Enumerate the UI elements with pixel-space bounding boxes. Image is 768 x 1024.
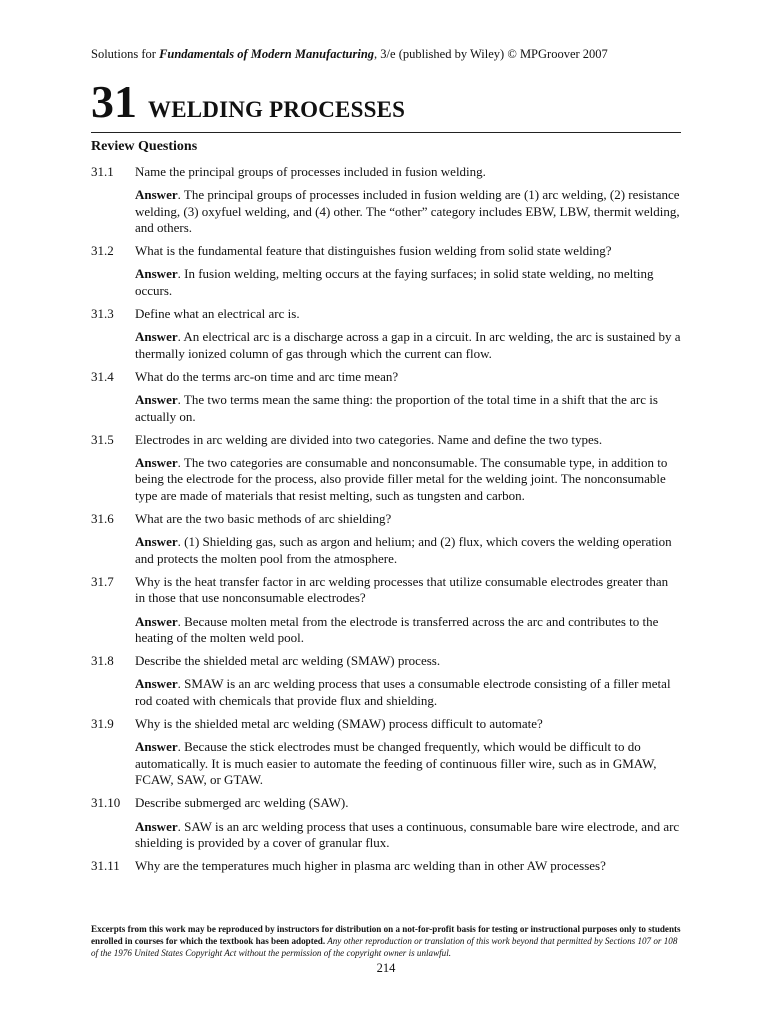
header-book-title: Fundamentals of Modern Manufacturing: [159, 47, 375, 61]
answer-text: . The two terms mean the same thing: the proportion of the total time in a shift that the arc is actually on.: [135, 392, 658, 424]
question-text: What do the terms arc-on time and arc time mean?: [135, 368, 399, 384]
header-prefix: Solutions for: [91, 47, 160, 61]
question-number: 31.4: [91, 368, 114, 384]
question-text: What is the fundamental feature that distinguishes fusion welding from solid state welding?: [135, 243, 612, 259]
question-text: Why are the temperatures much higher in plasma arc welding than in other AW processes?: [135, 858, 606, 874]
answer-text: . Because molten metal from the electrode is transferred across the arc and contributes to the heating of the molten weld pool.: [135, 613, 659, 645]
answer-block: [135, 266, 681, 299]
answer-text: . Because the stick electrodes must be changed frequently, which would be difficult to do automatically. It is much easier to automate the feeding of continuous filler wire, such as in GMAW, FCAW, SAW, or GTAW.: [135, 739, 657, 787]
answer-block: [135, 739, 681, 788]
answer-block: [135, 676, 681, 709]
document-page: [91, 0, 681, 1024]
qa-item: [91, 369, 681, 425]
question-text: Why is the heat transfer factor in arc welding processes that utilize consumable electrodes greater than in those that use nonconsumable electrodes?: [135, 573, 669, 606]
qa-item: [91, 574, 681, 646]
qa-item: [91, 511, 681, 567]
question-answer-list: [91, 164, 681, 874]
chapter-number: 31: [91, 76, 137, 127]
running-header: [91, 47, 681, 62]
question-text: Name the principal groups of processes included in fusion welding.: [135, 164, 486, 179]
qa-item: [91, 795, 681, 851]
answer-label: Answer: [135, 455, 178, 471]
footer-italic-text: Any other reproduction or translation of this work beyond that permitted by Sections 107 or 108 of the 1976 United States Copyright Act without the permission of the copyright owner is unlawful.: [91, 935, 678, 958]
question-number: 31.6: [91, 511, 114, 527]
section-heading: Review Questions: [91, 139, 198, 154]
answer-label: Answer: [135, 676, 178, 692]
question-text: Describe the shielded metal arc welding (SMAW) process.: [135, 653, 441, 669]
answer-text: . The two categories are consumable and nonconsumable. The consumable type, in addition to being the electrode for the process, also provide filler metal for the welding joint. The nonconsumable type are made of materials that resist melting, such as tungsten and carbon.: [135, 455, 668, 503]
answer-block: [135, 819, 681, 852]
answer-block: [135, 614, 681, 647]
question-number: 31.8: [91, 653, 114, 669]
answer-label: Answer: [135, 266, 178, 282]
answer-text: . The principal groups of processes included in fusion welding are (1) arc welding, (2) resistance welding, (3) oxyfuel welding, and (4) other. The “other” category includes EBW, LBW, thermit welding, and others.: [135, 187, 680, 235]
answer-block: [135, 329, 681, 362]
answer-label: Answer: [135, 187, 178, 203]
copyright-footer: [91, 924, 681, 959]
question-number: 31.2: [91, 243, 114, 259]
chapter-heading: [91, 76, 681, 133]
answer-text: . In fusion welding, melting occurs at the faying surfaces; in solid state welding, no melting occurs.: [135, 266, 654, 298]
qa-item: [91, 858, 681, 874]
question-number: 31.3: [91, 306, 114, 322]
answer-label: Answer: [135, 818, 178, 834]
answer-text: . SAW is an arc welding process that uses a continuous, consumable bare wire electrode, and arc shielding is provided by a cover of granular flux.: [135, 818, 680, 850]
footer-bold-text: Excerpts from this work may be reproduced by instructors for distribution on a not-for-profit basis for testing or instructional purposes only to students enrolled in courses for which the textbook has been adopted.: [91, 924, 681, 946]
question-text: What are the two basic methods of arc shielding?: [135, 511, 392, 527]
chapter-title: WELDING PROCESSES: [148, 97, 406, 122]
question-number: 31.10: [91, 795, 121, 811]
question-number: 31.11: [91, 858, 120, 874]
answer-block: [135, 534, 681, 567]
page-number: 214: [376, 961, 396, 975]
question-text: Why is the shielded metal arc welding (SMAW) process difficult to automate?: [135, 716, 543, 732]
answer-label: Answer: [135, 392, 178, 408]
question-text: Define what an electrical arc is.: [135, 306, 300, 322]
answer-label: Answer: [135, 739, 178, 755]
answer-label: Answer: [135, 329, 178, 345]
header-suffix: , 3/e (published by Wiley) © MPGroover 2007: [374, 47, 608, 61]
answer-label: Answer: [135, 613, 178, 629]
question-number: 31.1: [91, 164, 114, 179]
question-number: 31.7: [91, 573, 114, 589]
answer-text: . An electrical arc is a discharge across a gap in a circuit. In arc welding, the arc is sustained by a thermally ionized column of gas through which the current can flow.: [135, 329, 681, 361]
answer-block: [135, 392, 681, 425]
answer-block: [135, 187, 681, 236]
question-text: Electrodes in arc welding are divided into two categories. Name and define the two types.: [135, 431, 603, 447]
question-text: Describe submerged arc welding (SAW).: [135, 795, 349, 811]
answer-block: [135, 455, 681, 504]
question-number: 31.9: [91, 716, 114, 732]
answer-text: . (1) Shielding gas, such as argon and helium; and (2) flux, which covers the welding operation and protects the molten pool from the atmosphere.: [135, 534, 672, 566]
answer-label: Answer: [135, 534, 178, 550]
qa-item: [91, 164, 681, 236]
qa-item: [91, 432, 681, 504]
qa-item: [91, 716, 681, 788]
qa-item: [91, 243, 681, 299]
qa-item: [91, 306, 681, 362]
qa-item: [91, 653, 681, 709]
answer-text: . SMAW is an arc welding process that uses a consumable electrode consisting of a filler metal rod coated with chemicals that provide flux and shielding.: [135, 676, 671, 708]
question-number: 31.5: [91, 431, 114, 447]
